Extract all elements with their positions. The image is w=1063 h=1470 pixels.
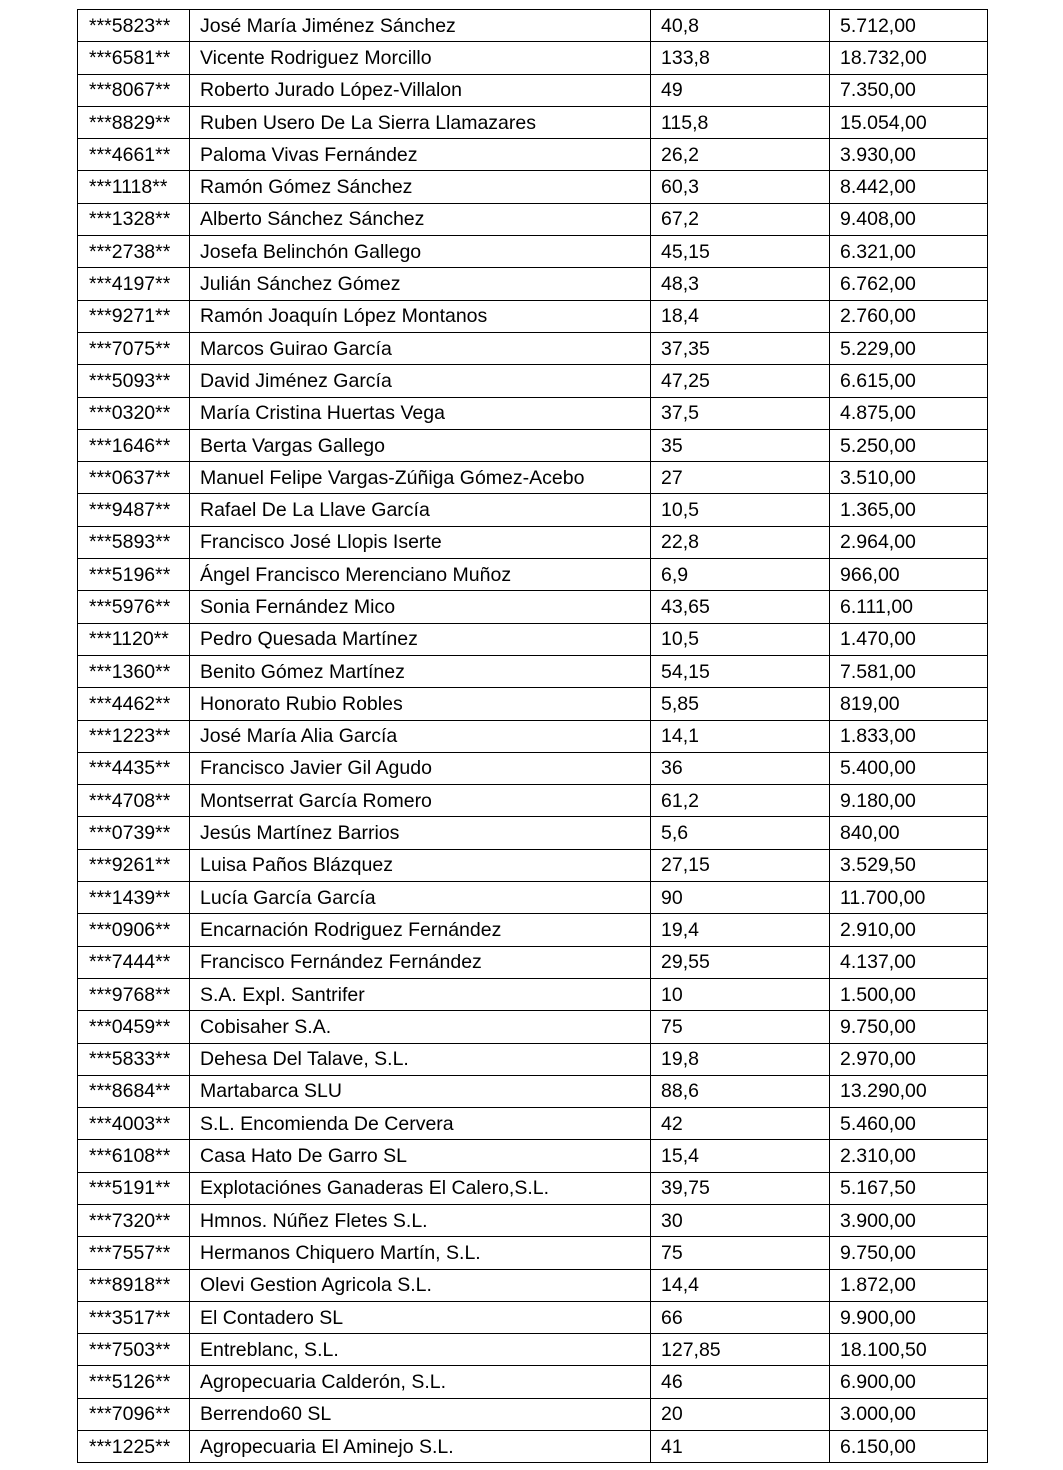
amount-cell: 18.732,00 xyxy=(830,42,988,74)
masked-id-cell: ***8829** xyxy=(78,106,190,138)
amount-cell: 2.310,00 xyxy=(830,1140,988,1172)
holder-name-cell: Ángel Francisco Merenciano Muñoz xyxy=(190,559,651,591)
masked-id-cell: ***5893** xyxy=(78,526,190,558)
quantity-cell: 14,4 xyxy=(651,1269,830,1301)
holder-name-cell: Ramón Gómez Sánchez xyxy=(190,171,651,203)
holder-name-cell: Cobisaher S.A. xyxy=(190,1011,651,1043)
holder-name-cell: Martabarca SLU xyxy=(190,1075,651,1107)
holder-name-cell: José María Jiménez Sánchez xyxy=(190,10,651,42)
quantity-cell: 5,6 xyxy=(651,817,830,849)
amount-cell: 11.700,00 xyxy=(830,882,988,914)
holder-name-cell: Francisco José Llopis Iserte xyxy=(190,526,651,558)
quantity-cell: 10,5 xyxy=(651,494,830,526)
amount-cell: 4.137,00 xyxy=(830,946,988,978)
amount-cell: 6.900,00 xyxy=(830,1366,988,1398)
holder-name-cell: Encarnación Rodriguez Fernández xyxy=(190,914,651,946)
amount-cell: 819,00 xyxy=(830,688,988,720)
quantity-cell: 37,5 xyxy=(651,397,830,429)
table-row xyxy=(78,268,988,300)
masked-id-cell: ***0459** xyxy=(78,1011,190,1043)
quantity-cell: 40,8 xyxy=(651,10,830,42)
quantity-cell: 41 xyxy=(651,1431,830,1463)
table-row xyxy=(78,559,988,591)
quantity-cell: 29,55 xyxy=(651,946,830,978)
holder-name-cell: Jesús Martínez Barrios xyxy=(190,817,651,849)
holder-name-cell: Montserrat García Romero xyxy=(190,785,651,817)
masked-id-cell: ***9261** xyxy=(78,849,190,881)
holder-name-cell: Agropecuaria Calderón, S.L. xyxy=(190,1366,651,1398)
holder-name-cell: Josefa Belinchón Gallego xyxy=(190,236,651,268)
masked-id-cell: ***4435** xyxy=(78,752,190,784)
masked-id-cell: ***6108** xyxy=(78,1140,190,1172)
table-row xyxy=(78,914,988,946)
masked-id-cell: ***1118** xyxy=(78,171,190,203)
masked-id-cell: ***5126** xyxy=(78,1366,190,1398)
table-row xyxy=(78,106,988,138)
table-row xyxy=(78,365,988,397)
masked-id-cell: ***1120** xyxy=(78,623,190,655)
holder-name-cell: Luisa Paños Blázquez xyxy=(190,849,651,881)
holder-name-cell: Agropecuaria El Aminejo S.L. xyxy=(190,1431,651,1463)
quantity-cell: 127,85 xyxy=(651,1334,830,1366)
table-row xyxy=(78,720,988,752)
masked-id-cell: ***4661** xyxy=(78,139,190,171)
amount-cell: 840,00 xyxy=(830,817,988,849)
masked-id-cell: ***9487** xyxy=(78,494,190,526)
masked-id-cell: ***1439** xyxy=(78,882,190,914)
masked-id-cell: ***1646** xyxy=(78,429,190,461)
amount-cell: 5.460,00 xyxy=(830,1108,988,1140)
quantity-cell: 14,1 xyxy=(651,720,830,752)
quantity-cell: 43,65 xyxy=(651,591,830,623)
masked-id-cell: ***5191** xyxy=(78,1172,190,1204)
table-row xyxy=(78,1269,988,1301)
quantity-cell: 19,4 xyxy=(651,914,830,946)
table-row xyxy=(78,332,988,364)
amount-cell: 3.900,00 xyxy=(830,1204,988,1236)
masked-id-cell: ***3517** xyxy=(78,1301,190,1333)
quantity-cell: 48,3 xyxy=(651,268,830,300)
masked-id-cell: ***5833** xyxy=(78,1043,190,1075)
table-row xyxy=(78,591,988,623)
quantity-cell: 27,15 xyxy=(651,849,830,881)
holder-name-cell: Honorato Rubio Robles xyxy=(190,688,651,720)
amount-cell: 2.910,00 xyxy=(830,914,988,946)
amount-cell: 15.054,00 xyxy=(830,106,988,138)
quantity-cell: 46 xyxy=(651,1366,830,1398)
table-row xyxy=(78,526,988,558)
table-row xyxy=(78,1172,988,1204)
table-row xyxy=(78,203,988,235)
amount-cell: 6.150,00 xyxy=(830,1431,988,1463)
amount-cell: 6.615,00 xyxy=(830,365,988,397)
table-row xyxy=(78,1043,988,1075)
beneficiaries-table xyxy=(77,9,988,1463)
quantity-cell: 22,8 xyxy=(651,526,830,558)
masked-id-cell: ***4003** xyxy=(78,1108,190,1140)
masked-id-cell: ***1360** xyxy=(78,655,190,687)
quantity-cell: 90 xyxy=(651,882,830,914)
table-row xyxy=(78,817,988,849)
masked-id-cell: ***5823** xyxy=(78,10,190,42)
quantity-cell: 10 xyxy=(651,978,830,1010)
holder-name-cell: Francisco Fernández Fernández xyxy=(190,946,651,978)
holder-name-cell: Casa Hato De Garro SL xyxy=(190,1140,651,1172)
holder-name-cell: María Cristina Huertas Vega xyxy=(190,397,651,429)
quantity-cell: 10,5 xyxy=(651,623,830,655)
holder-name-cell: David Jiménez García xyxy=(190,365,651,397)
quantity-cell: 67,2 xyxy=(651,203,830,235)
table-row xyxy=(78,1334,988,1366)
table-row xyxy=(78,42,988,74)
quantity-cell: 60,3 xyxy=(651,171,830,203)
amount-cell: 9.900,00 xyxy=(830,1301,988,1333)
masked-id-cell: ***5196** xyxy=(78,559,190,591)
quantity-cell: 5,85 xyxy=(651,688,830,720)
amount-cell: 9.180,00 xyxy=(830,785,988,817)
quantity-cell: 75 xyxy=(651,1237,830,1269)
table-row xyxy=(78,1204,988,1236)
masked-id-cell: ***9768** xyxy=(78,978,190,1010)
masked-id-cell: ***1225** xyxy=(78,1431,190,1463)
quantity-cell: 66 xyxy=(651,1301,830,1333)
table-row xyxy=(78,171,988,203)
table-row xyxy=(78,1075,988,1107)
holder-name-cell: Rafael De La Llave García xyxy=(190,494,651,526)
amount-cell: 1.365,00 xyxy=(830,494,988,526)
table-row xyxy=(78,236,988,268)
table-row xyxy=(78,785,988,817)
quantity-cell: 88,6 xyxy=(651,1075,830,1107)
quantity-cell: 36 xyxy=(651,752,830,784)
masked-id-cell: ***2738** xyxy=(78,236,190,268)
quantity-cell: 27 xyxy=(651,462,830,494)
amount-cell: 5.400,00 xyxy=(830,752,988,784)
holder-name-cell: Roberto Jurado López-Villalon xyxy=(190,74,651,106)
amount-cell: 6.321,00 xyxy=(830,236,988,268)
quantity-cell: 61,2 xyxy=(651,785,830,817)
table-row xyxy=(78,429,988,461)
holder-name-cell: S.A. Expl. Santrifer xyxy=(190,978,651,1010)
masked-id-cell: ***8067** xyxy=(78,74,190,106)
amount-cell: 2.964,00 xyxy=(830,526,988,558)
amount-cell: 1.833,00 xyxy=(830,720,988,752)
masked-id-cell: ***5976** xyxy=(78,591,190,623)
amount-cell: 6.111,00 xyxy=(830,591,988,623)
table-row xyxy=(78,10,988,42)
amount-cell: 13.290,00 xyxy=(830,1075,988,1107)
table-row xyxy=(78,1011,988,1043)
holder-name-cell: Explotaciónes Ganaderas El Calero,S.L. xyxy=(190,1172,651,1204)
masked-id-cell: ***6581** xyxy=(78,42,190,74)
masked-id-cell: ***4197** xyxy=(78,268,190,300)
amount-cell: 3.930,00 xyxy=(830,139,988,171)
table-row xyxy=(78,300,988,332)
table-row xyxy=(78,462,988,494)
masked-id-cell: ***0906** xyxy=(78,914,190,946)
amount-cell: 7.581,00 xyxy=(830,655,988,687)
holder-name-cell: Hermanos Chiquero Martín, S.L. xyxy=(190,1237,651,1269)
amount-cell: 9.750,00 xyxy=(830,1011,988,1043)
table-row xyxy=(78,978,988,1010)
amount-cell: 1.500,00 xyxy=(830,978,988,1010)
holder-name-cell: Ruben Usero De La Sierra Llamazares xyxy=(190,106,651,138)
masked-id-cell: ***7075** xyxy=(78,332,190,364)
amount-cell: 18.100,50 xyxy=(830,1334,988,1366)
quantity-cell: 19,8 xyxy=(651,1043,830,1075)
holder-name-cell: José María Alia García xyxy=(190,720,651,752)
holder-name-cell: Alberto Sánchez Sánchez xyxy=(190,203,651,235)
quantity-cell: 39,75 xyxy=(651,1172,830,1204)
table-row xyxy=(78,1301,988,1333)
quantity-cell: 75 xyxy=(651,1011,830,1043)
table-row xyxy=(78,946,988,978)
amount-cell: 5.167,50 xyxy=(830,1172,988,1204)
table-row xyxy=(78,1431,988,1463)
masked-id-cell: ***1223** xyxy=(78,720,190,752)
quantity-cell: 42 xyxy=(651,1108,830,1140)
amount-cell: 5.712,00 xyxy=(830,10,988,42)
masked-id-cell: ***8684** xyxy=(78,1075,190,1107)
table-row xyxy=(78,1398,988,1430)
amount-cell: 966,00 xyxy=(830,559,988,591)
table-row xyxy=(78,74,988,106)
table-row xyxy=(78,1237,988,1269)
holder-name-cell: Paloma Vivas Fernández xyxy=(190,139,651,171)
amount-cell: 2.970,00 xyxy=(830,1043,988,1075)
quantity-cell: 6,9 xyxy=(651,559,830,591)
holder-name-cell: Lucía García García xyxy=(190,882,651,914)
amount-cell: 5.229,00 xyxy=(830,332,988,364)
amount-cell: 3.529,50 xyxy=(830,849,988,881)
holder-name-cell: Julián Sánchez Gómez xyxy=(190,268,651,300)
amount-cell: 1.470,00 xyxy=(830,623,988,655)
holder-name-cell: Benito Gómez Martínez xyxy=(190,655,651,687)
amount-cell: 8.442,00 xyxy=(830,171,988,203)
masked-id-cell: ***7320** xyxy=(78,1204,190,1236)
holder-name-cell: Berrendo60 SL xyxy=(190,1398,651,1430)
table-row xyxy=(78,494,988,526)
quantity-cell: 15,4 xyxy=(651,1140,830,1172)
table-row xyxy=(78,688,988,720)
amount-cell: 1.872,00 xyxy=(830,1269,988,1301)
amount-cell: 9.750,00 xyxy=(830,1237,988,1269)
holder-name-cell: Berta Vargas Gallego xyxy=(190,429,651,461)
quantity-cell: 115,8 xyxy=(651,106,830,138)
quantity-cell: 18,4 xyxy=(651,300,830,332)
holder-name-cell: El Contadero SL xyxy=(190,1301,651,1333)
amount-cell: 9.408,00 xyxy=(830,203,988,235)
masked-id-cell: ***8918** xyxy=(78,1269,190,1301)
holder-name-cell: Ramón Joaquín López Montanos xyxy=(190,300,651,332)
quantity-cell: 45,15 xyxy=(651,236,830,268)
holder-name-cell: Francisco Javier Gil Agudo xyxy=(190,752,651,784)
holder-name-cell: Hmnos. Núñez Fletes S.L. xyxy=(190,1204,651,1236)
table-row xyxy=(78,397,988,429)
holder-name-cell: S.L. Encomienda De Cervera xyxy=(190,1108,651,1140)
holder-name-cell: Entreblanc, S.L. xyxy=(190,1334,651,1366)
quantity-cell: 37,35 xyxy=(651,332,830,364)
holder-name-cell: Olevi Gestion Agricola S.L. xyxy=(190,1269,651,1301)
holder-name-cell: Pedro Quesada Martínez xyxy=(190,623,651,655)
masked-id-cell: ***1328** xyxy=(78,203,190,235)
masked-id-cell: ***4708** xyxy=(78,785,190,817)
table-row xyxy=(78,623,988,655)
quantity-cell: 54,15 xyxy=(651,655,830,687)
masked-id-cell: ***0320** xyxy=(78,397,190,429)
amount-cell: 4.875,00 xyxy=(830,397,988,429)
masked-id-cell: ***7444** xyxy=(78,946,190,978)
holder-name-cell: Vicente Rodriguez Morcillo xyxy=(190,42,651,74)
table-row xyxy=(78,752,988,784)
masked-id-cell: ***0739** xyxy=(78,817,190,849)
quantity-cell: 47,25 xyxy=(651,365,830,397)
masked-id-cell: ***7096** xyxy=(78,1398,190,1430)
table-row xyxy=(78,1140,988,1172)
amount-cell: 6.762,00 xyxy=(830,268,988,300)
amount-cell: 7.350,00 xyxy=(830,74,988,106)
table-body xyxy=(78,10,988,1463)
masked-id-cell: ***5093** xyxy=(78,365,190,397)
table-row xyxy=(78,655,988,687)
holder-name-cell: Sonia Fernández Mico xyxy=(190,591,651,623)
masked-id-cell: ***7503** xyxy=(78,1334,190,1366)
table-row xyxy=(78,139,988,171)
holder-name-cell: Manuel Felipe Vargas-Zúñiga Gómez-Acebo xyxy=(190,462,651,494)
masked-id-cell: ***4462** xyxy=(78,688,190,720)
table-row xyxy=(78,849,988,881)
masked-id-cell: ***9271** xyxy=(78,300,190,332)
quantity-cell: 133,8 xyxy=(651,42,830,74)
table-row xyxy=(78,1108,988,1140)
quantity-cell: 30 xyxy=(651,1204,830,1236)
amount-cell: 3.000,00 xyxy=(830,1398,988,1430)
table-row xyxy=(78,1366,988,1398)
quantity-cell: 20 xyxy=(651,1398,830,1430)
holder-name-cell: Dehesa Del Talave, S.L. xyxy=(190,1043,651,1075)
amount-cell: 3.510,00 xyxy=(830,462,988,494)
holder-name-cell: Marcos Guirao García xyxy=(190,332,651,364)
amount-cell: 5.250,00 xyxy=(830,429,988,461)
quantity-cell: 26,2 xyxy=(651,139,830,171)
amount-cell: 2.760,00 xyxy=(830,300,988,332)
table-row xyxy=(78,882,988,914)
quantity-cell: 49 xyxy=(651,74,830,106)
quantity-cell: 35 xyxy=(651,429,830,461)
masked-id-cell: ***7557** xyxy=(78,1237,190,1269)
masked-id-cell: ***0637** xyxy=(78,462,190,494)
